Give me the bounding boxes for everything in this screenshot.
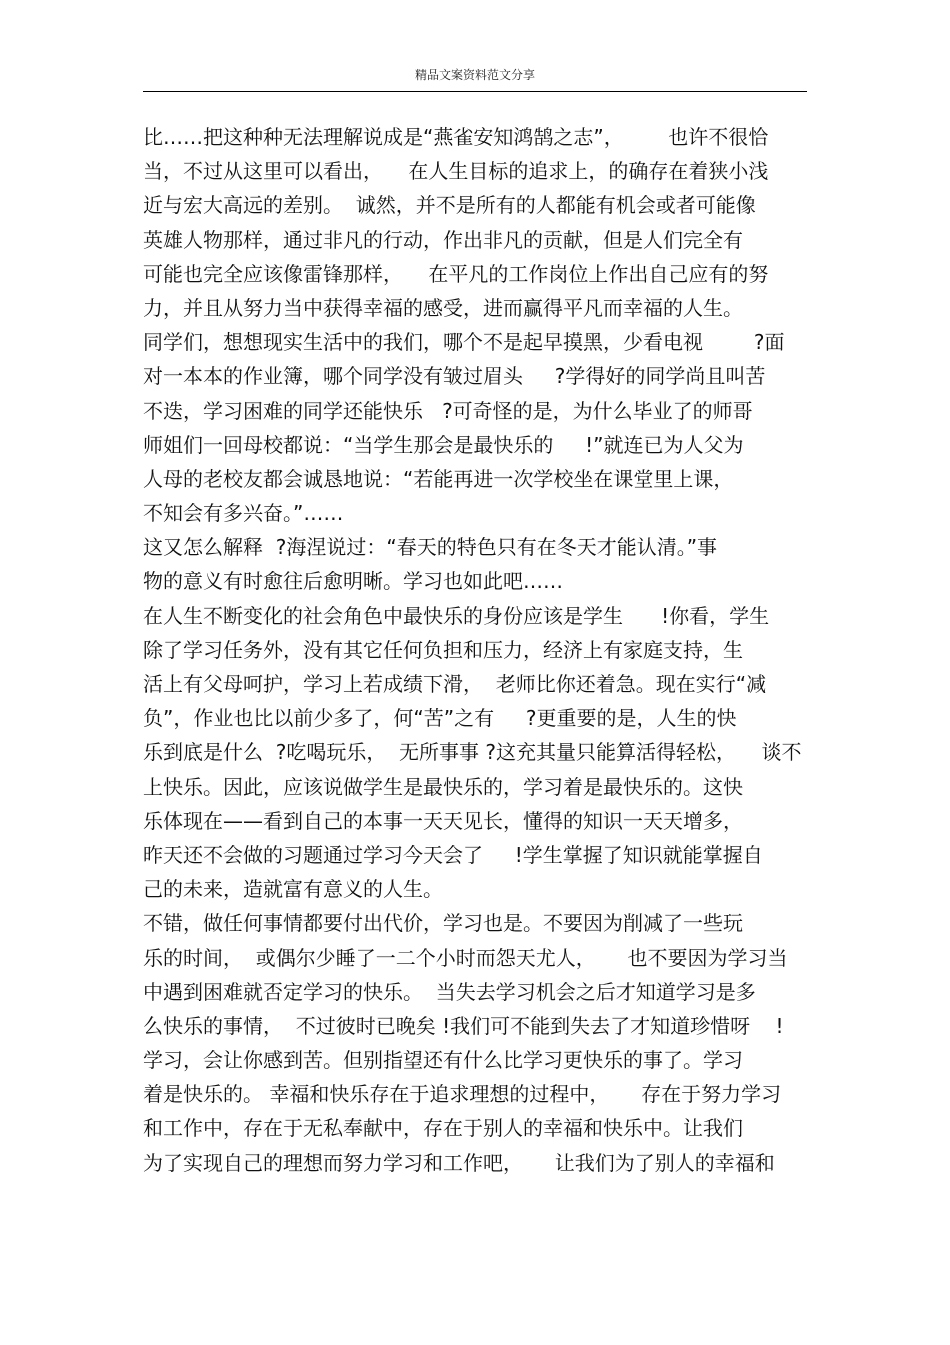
page-header: 精品文案资料范文分享: [414, 68, 535, 82]
text-line: 人母的老校友都会诚恳地说：“若能再进一次学校坐在课堂里上课，: [143, 466, 734, 491]
text-line: 除了学习任务外，没有其它任何负担和压力，经济上有家庭支持，生: [143, 637, 743, 662]
text-line: 物的意义有时愈往后愈明晰。学习也如此吧……: [143, 569, 563, 594]
text-line: 近与宏大高远的差别。 诚然，并不是所有的人都能有机会或者可能像: [143, 193, 756, 218]
text-line: 同学们，想想现实生活中的我们，哪个不是起早摸黑，少看电视 ?面: [143, 330, 785, 355]
text-line: 乐的时间， 或偶尔少睡了一二个小时而怨天尤人， 也不要因为学习当: [143, 945, 788, 970]
text-line: 在人生不断变化的社会角色中最快乐的身份应该是学生 !你看，学生: [143, 603, 770, 628]
text-line: 负”，作业也比以前少多了，何“苦”之有 ?更重要的是，人生的快: [143, 706, 737, 731]
text-line: 可能也完全应该像雷锋那样， 在平凡的工作岗位上作出自己应有的努: [143, 261, 769, 286]
text-line: 活上有父母呵护，学习上若成绩下滑， 老师比你还着急。现在实行“减: [143, 672, 767, 696]
text-line: 乐体现在——看到自己的本事一天天见长，懂得的知识一天天增多，: [143, 808, 743, 833]
text-line: 英雄人物那样，通过非凡的行动，作出非凡的贡献，但是人们完全有: [143, 227, 743, 252]
text-line: 不错，做任何事情都要付出代价，学习也是。不要因为削减了一些玩: [143, 911, 743, 936]
text-line: 师姐们一回母校都说：“当学生那会是最快乐的 !”就连已为人父为: [143, 432, 744, 457]
text-line: 学习，会让你感到苦。但别指望还有什么比学习更快乐的事了。学习: [143, 1048, 743, 1073]
text-line: 当，不过从这里可以看出， 在人生目标的追求上，的确存在着狭小浅: [143, 159, 769, 184]
header-rule: [143, 91, 807, 92]
text-line: 着是快乐的。 幸福和快乐存在于追求理想的过程中， 存在于努力学习: [143, 1082, 782, 1107]
text-line: 中遇到困难就否定学习的快乐。 当失去学习机会之后才知道学习是多: [143, 979, 756, 1004]
text-line: 上快乐。因此，应该说做学生是最快乐的，学习着是最快乐的。这快: [143, 774, 743, 799]
text-line: 不迭，学习困难的同学还能快乐 ?可奇怪的是，为什么毕业了的师哥: [143, 398, 753, 423]
text-line: 和工作中，存在于无私奉献中，存在于别人的幸福和快乐中。让我们: [143, 1116, 743, 1141]
text-line: 比……把这种种无法理解说成是“燕雀安知鸿鹄之志”， 也许不很恰: [143, 125, 769, 149]
text-line: 对一本本的作业簿，哪个同学没有皱过眉头 ?学得好的同学尚且叫苦: [143, 364, 766, 389]
text-line: 不知会有多兴奋。”……: [143, 501, 344, 526]
text-line: 为了实现自己的理想而努力学习和工作吧， 让我们为了别人的幸福和: [143, 1150, 775, 1175]
text-line: 乐到底是什么 ?吃喝玩乐， 无所事事 ?这充其量只能算活得轻松， 谈不: [143, 740, 802, 765]
text-line: 么快乐的事情， 不过彼时已晚矣 !我们可不能到失去了才知道珍惜呀 !: [143, 1013, 784, 1038]
text-line: 这又怎么解释 ?海涅说过：“春天的特色只有在冬天才能认清。”事: [143, 535, 718, 560]
text-line: 力，并且从努力当中获得幸福的感受，进而赢得平凡而幸福的人生。: [143, 295, 743, 320]
document-body: [143, 120, 823, 1180]
text-line: 昨天还不会做的习题通过学习今天会了 !学生掌握了知识就能掌握自: [143, 842, 763, 867]
text-line: 己的未来，造就富有意义的人生。: [143, 877, 443, 902]
